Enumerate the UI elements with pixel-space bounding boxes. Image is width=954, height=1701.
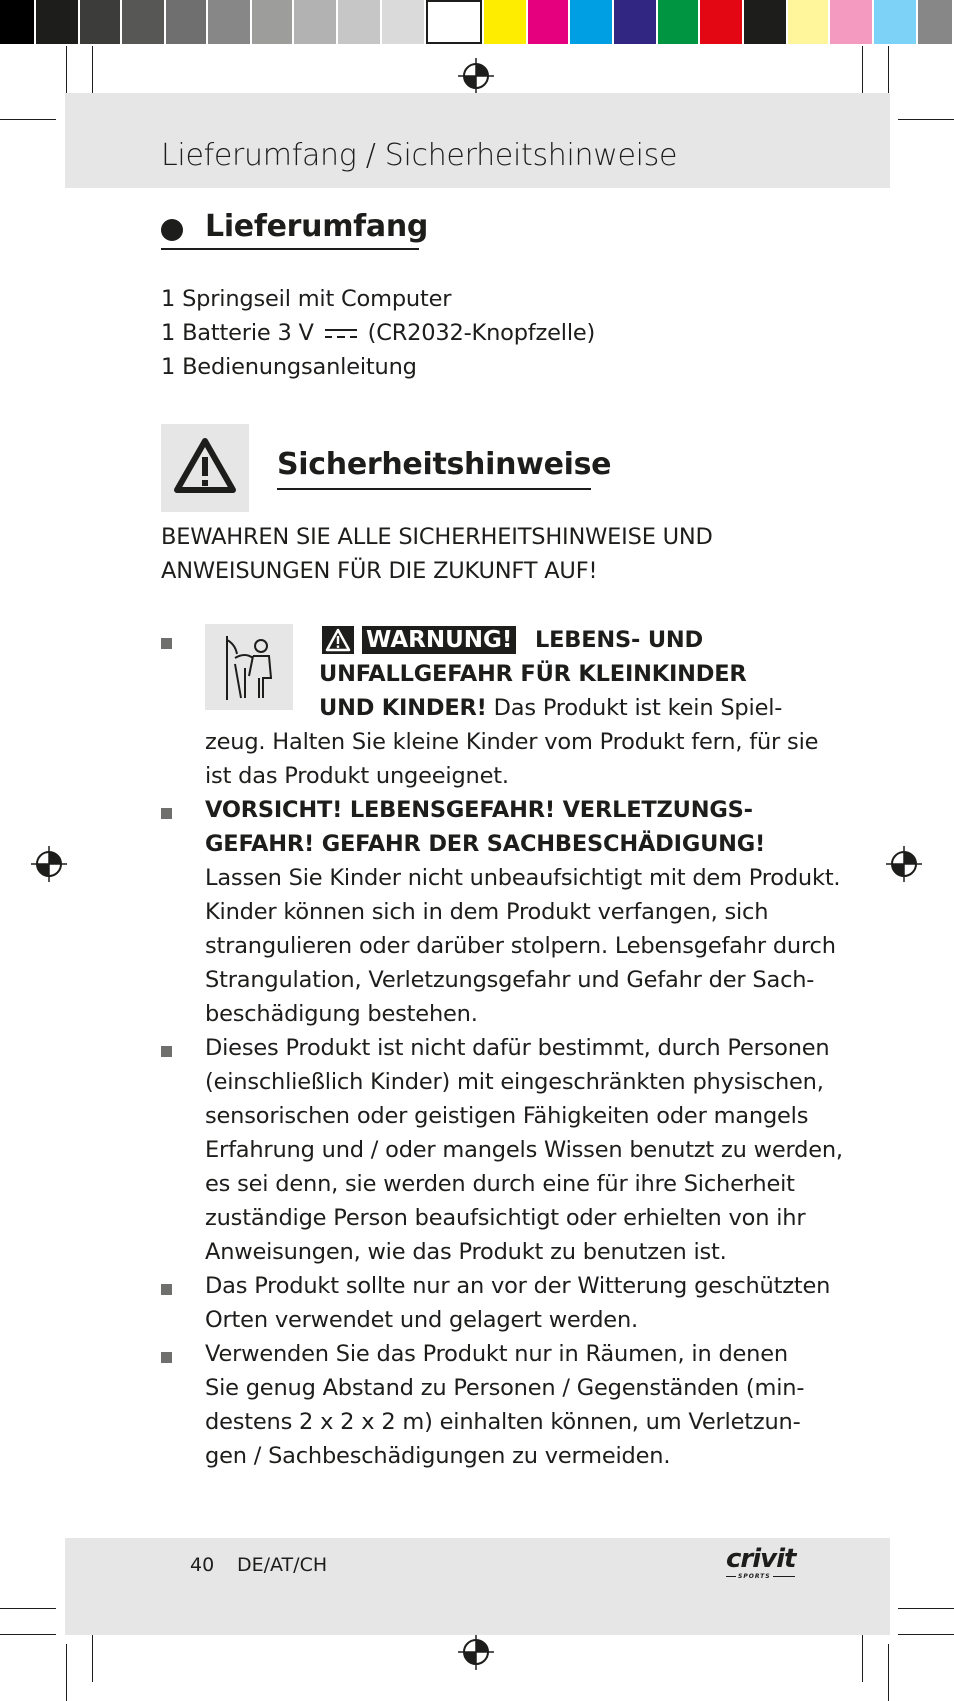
color-swatch (166, 0, 206, 44)
color-swatch (36, 0, 78, 44)
bullet-text-line: Das Produkt sollte nur an vor der Witterung geschützten (205, 1273, 831, 1299)
color-swatch (382, 0, 424, 44)
bullet-text-line: zuständige Person beaufsichtigt oder erhielten von ihr (205, 1205, 806, 1231)
bullet-text-line: Verwenden Sie das Produkt nur in Räumen, in denen (205, 1341, 788, 1367)
warning-badge (322, 626, 516, 654)
scope-item-detail: (CR2032-Knopfzelle) (367, 320, 596, 346)
bullet-text-line: Dieses Produkt ist nicht dafür bestimmt, durch Personen (205, 1035, 830, 1061)
color-swatch (700, 0, 742, 44)
child-hazard-pictogram (205, 624, 293, 710)
color-swatch (658, 0, 698, 44)
color-swatch (918, 0, 952, 44)
child-hazard-icon (205, 624, 293, 710)
scope-item: 1 Springseil mit Computer (161, 286, 452, 312)
scope-item: 1 Bedienungsanleitung (161, 354, 417, 380)
bullet-text-line: Anweisungen, wie das Produkt zu benutzen ist. (205, 1239, 727, 1265)
page-number: 40 (190, 1554, 215, 1576)
bullet-text-line: (einschließlich Kinder) mit eingeschränkten physischen, (205, 1069, 824, 1095)
safety-heading: Sicherheitshinweise (277, 447, 612, 482)
color-swatch (614, 0, 656, 44)
safety-intro-line: ANWEISUNGEN FÜR DIE ZUKUNFT AUF! (161, 558, 598, 584)
warning-text-line: zeug. Halten Sie kleine Kinder vom Produkt fern, für sie (205, 729, 819, 755)
bullet-text-line: Lassen Sie Kinder nicht unbeaufsichtigt mit dem Produkt. (205, 865, 841, 891)
heading-underline (161, 248, 419, 250)
warning-triangle-icon (161, 424, 249, 512)
bullet-text-line: gen / Sachbeschädigungen zu vermeiden. (205, 1443, 671, 1469)
bullet-text-line: es sei denn, sie werden durch eine für ihre Sicherheit (205, 1171, 795, 1197)
warning-triangle-icon (325, 628, 351, 652)
color-swatch (528, 0, 568, 44)
color-swatch (484, 0, 526, 44)
caution-title-line: VORSICHT! LEBENSGEFAHR! VERLETZUNGS- (205, 797, 753, 823)
registration-mark-icon (458, 1634, 494, 1670)
warning-title-line: LEBENS- UND (535, 627, 704, 653)
color-swatch (252, 0, 292, 44)
direct-current-icon (324, 326, 358, 342)
bullet-square-icon (161, 1284, 172, 1295)
warning-text-line: ist das Produkt ungeeignet. (205, 763, 509, 789)
bullet-text-line: Erfahrung und / oder mangels Wissen benutzt zu werden, (205, 1137, 843, 1163)
brand-logo (726, 1546, 795, 1580)
crop-mark (92, 1628, 93, 1682)
warning-badge-label: WARNUNG! (362, 626, 516, 654)
bullet-text-line: Kinder können sich in dem Produkt verfangen, sich (205, 899, 769, 925)
brand-logo-sports: SPORTS (738, 1573, 771, 1580)
crop-mark (898, 1608, 954, 1609)
color-swatch (338, 0, 380, 44)
registration-mark-icon (31, 846, 67, 882)
color-swatch (426, 0, 482, 44)
crop-mark (0, 1634, 56, 1635)
page-title: Lieferumfang / Sicherheitshinweise (161, 138, 678, 173)
heading-bullet-icon (161, 219, 183, 241)
print-color-bar (0, 0, 954, 44)
color-swatch (788, 0, 828, 44)
color-swatch (122, 0, 164, 44)
bullet-text-line: destens 2 x 2 x 2 m) einhalten können, um Verletzun- (205, 1409, 801, 1435)
crop-mark (898, 119, 954, 120)
crop-mark (862, 1628, 863, 1682)
bullet-square-icon (161, 638, 172, 649)
bullet-text-line: beschädigung bestehen. (205, 1001, 478, 1027)
warning-text-line (319, 691, 782, 725)
scope-item (161, 316, 595, 350)
color-swatch (208, 0, 250, 44)
bullet-square-icon (161, 1352, 172, 1363)
heading-underline (277, 488, 591, 490)
color-swatch (294, 0, 336, 44)
crop-mark (66, 46, 67, 100)
brand-logo-text: crivit (726, 1544, 796, 1574)
warning-title-line: UNFALLGEFAHR FÜR KLEINKINDER (319, 661, 747, 687)
scope-heading: Lieferumfang (205, 209, 429, 244)
crop-mark (888, 1644, 889, 1701)
registration-mark-icon (886, 846, 922, 882)
color-swatch (0, 0, 34, 44)
warning-title-end: UND KINDER! (319, 695, 487, 721)
crop-mark (66, 1644, 67, 1701)
warning-sign-box (161, 424, 249, 512)
bullet-square-icon (161, 1046, 172, 1057)
color-swatch (570, 0, 612, 44)
bullet-square-icon (161, 808, 172, 819)
crop-mark (862, 46, 863, 100)
brand-logo-sub (726, 1573, 795, 1580)
crop-mark (92, 46, 93, 100)
crop-mark (0, 1608, 56, 1609)
crop-mark (888, 46, 889, 100)
registration-mark-icon (458, 58, 494, 94)
color-swatch (830, 0, 872, 44)
bullet-text-line: strangulieren oder darüber stolpern. Lebensgefahr durch (205, 933, 836, 959)
crop-mark (0, 119, 56, 120)
caution-title-line: GEFAHR! GEFAHR DER SACHBESCHÄDIGUNG! (205, 831, 766, 857)
country-codes: DE/AT/CH (237, 1554, 328, 1576)
bullet-text-line: Sie genug Abstand zu Personen / Gegenständen (min- (205, 1375, 805, 1401)
bullet-text-line: sensorischen oder geistigen Fähigkeiten oder mangels (205, 1103, 809, 1129)
scope-item-label: 1 Batterie 3 V (161, 320, 314, 346)
warning-text-start: Das Produkt ist kein Spiel- (493, 695, 783, 721)
bullet-text-line: Orten verwendet und gelagert werden. (205, 1307, 638, 1333)
crop-mark (898, 1634, 954, 1635)
bullet-text-line: Strangulation, Verletzungsgefahr und Gefahr der Sach- (205, 967, 815, 993)
color-swatch (80, 0, 120, 44)
safety-intro-line: BEWAHREN SIE ALLE SICHERHEITSHINWEISE UND (161, 524, 713, 550)
color-swatch (744, 0, 786, 44)
color-swatch (874, 0, 916, 44)
warning-badge-triangle (322, 626, 354, 654)
